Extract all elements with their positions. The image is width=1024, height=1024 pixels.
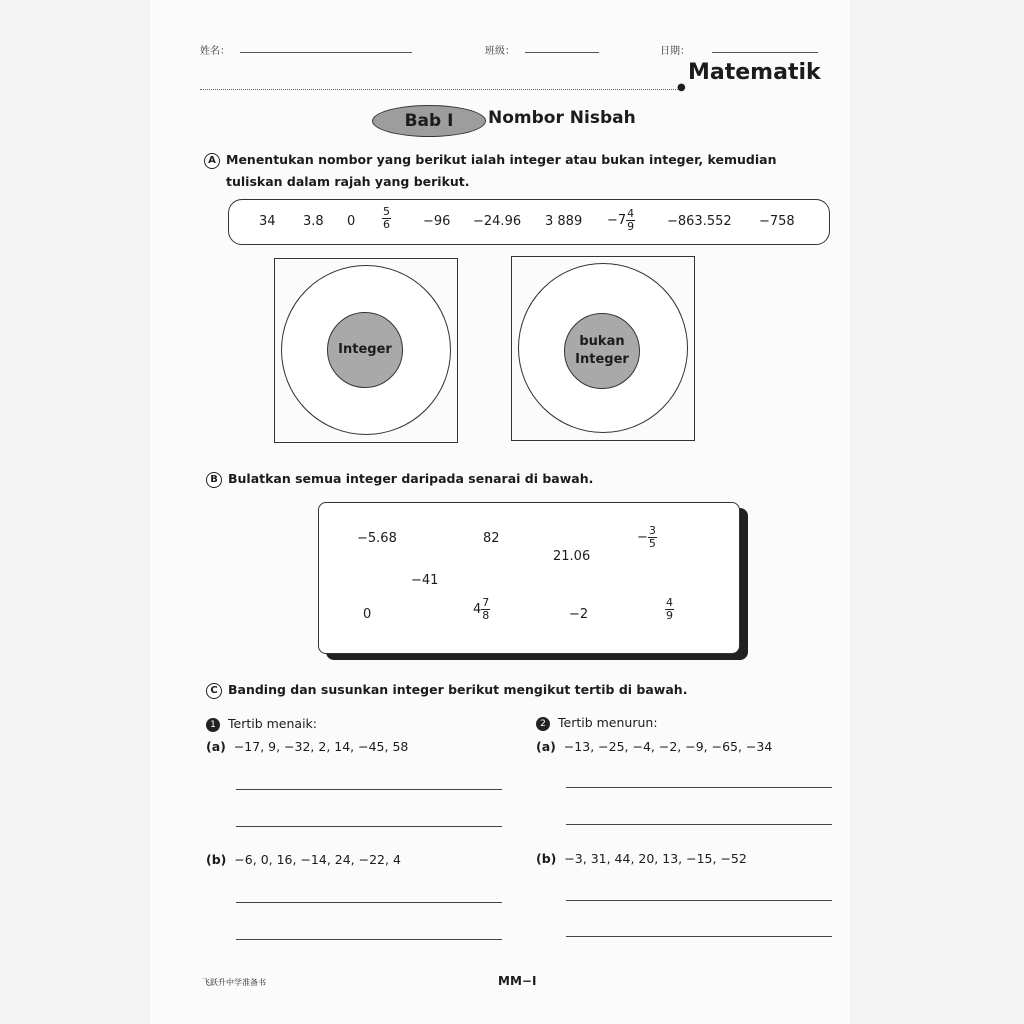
integer-diagram-box (274, 258, 458, 443)
class-label: 班级： (485, 46, 515, 57)
list-num-21-06: 21.06 (553, 549, 591, 564)
integer-list-box (318, 502, 740, 654)
section-a-line2: tuliskan dalam rajah yang berikut. (226, 174, 470, 189)
list-num-0: 0 (363, 607, 372, 622)
part2-b-answer-line2[interactable] (566, 936, 832, 937)
part1-b-answer-line2[interactable] (236, 939, 502, 940)
part1-b: (b) −6, 0, 16, −14, 24, −22, 4 (206, 852, 401, 867)
section-b-instruction: B Bulatkan semua integer daripada senarai di bawah. (206, 471, 593, 488)
section-c-instruction: C Banding dan susunkan integer berikut mengikut tertib di bawah. (206, 682, 687, 699)
num-0: 0 (347, 214, 356, 229)
num-neg758: −758 (759, 214, 795, 229)
fraction-5-6: $\frac{5}{6}$ (383, 205, 390, 231)
part2-b-answer-line1[interactable] (566, 900, 832, 901)
num-neg96: −96 (423, 214, 451, 229)
section-a-instruction (204, 152, 834, 169)
section-c-marker: C (206, 683, 222, 699)
part2-a-answer-line2[interactable] (566, 824, 832, 825)
part2-b: (b) −3, 31, 44, 20, 13, −15, −52 (536, 851, 747, 866)
part1-bullet: 1 (206, 718, 220, 732)
header-dotted-rule (200, 89, 680, 90)
part2-bullet: 2 (536, 717, 550, 731)
chapter-badge: Bab I (372, 105, 486, 137)
non-integer-diagram-box (511, 256, 695, 441)
subject-title: Matematik (688, 60, 821, 85)
list-num-neg41: −41 (411, 573, 439, 588)
page-code: MM−I (498, 974, 537, 988)
part1-a: (a) −17, 9, −32, 2, 14, −45, 58 (206, 739, 409, 754)
number-strip (228, 199, 830, 245)
num-3889: 3 889 (545, 214, 583, 229)
mixed-neg7-4-9: −7 $\frac{4}{9}$ (607, 207, 635, 233)
integer-inner-circle: Integer (327, 312, 403, 388)
part1-a-answer-line1[interactable] (236, 789, 502, 790)
num-3-8: 3.8 (303, 214, 324, 229)
list-num-neg5-68: −5.68 (357, 531, 397, 546)
part2-heading: 2 Tertib menurun: (536, 715, 658, 731)
non-integer-inner-circle: bukan Integer (564, 313, 640, 389)
num-neg24-96: −24.96 (473, 214, 522, 229)
name-line (240, 52, 412, 53)
list-mixed-4-7-8: 4 $\frac{7}{8}$ (473, 596, 490, 622)
worksheet-page (150, 0, 850, 1024)
list-num-neg2: −2 (569, 607, 589, 622)
section-b-marker: B (206, 472, 222, 488)
part2-a-answer-line1[interactable] (566, 787, 832, 788)
chapter-title: Nombor Nisbah (488, 108, 636, 128)
publisher-footer: 飞跃升中学准备书 (202, 978, 266, 987)
part2-a: (a) −13, −25, −4, −2, −9, −65, −34 (536, 739, 773, 754)
num-34: 34 (259, 214, 276, 229)
list-num-82: 82 (483, 531, 500, 546)
part1-b-answer-line1[interactable] (236, 902, 502, 903)
part1-a-answer-line2[interactable] (236, 826, 502, 827)
part1-heading: 1 Tertib menaik: (206, 716, 317, 732)
rule-dot: ● (677, 82, 686, 93)
list-fraction-4-9: $\frac{4}{9}$ (666, 596, 673, 622)
num-neg863-552: −863.552 (667, 214, 732, 229)
list-fraction-neg3-5: − $\frac{3}{5}$ (637, 524, 656, 550)
date-line (712, 52, 818, 53)
name-label: 姓名： (200, 46, 230, 57)
section-a-line1: Menentukan nombor yang berikut ialah integer atau bukan integer, kemudian (226, 152, 777, 167)
class-line (525, 52, 599, 53)
date-label: 日期： (660, 46, 690, 57)
section-a-marker: A (204, 153, 220, 169)
